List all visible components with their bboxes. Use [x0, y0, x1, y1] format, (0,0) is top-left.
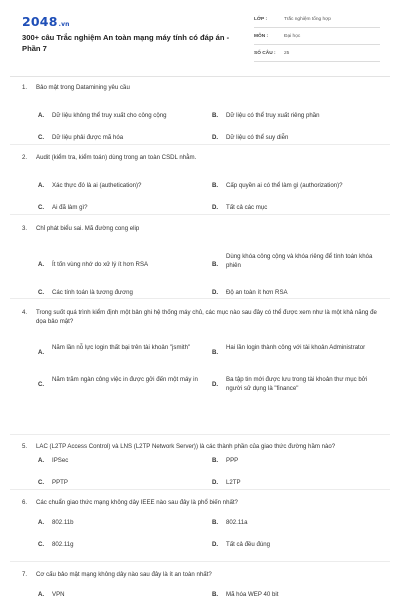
question-number: 3.	[22, 225, 28, 232]
options	[22, 507, 384, 553]
option-letter: A.	[38, 182, 45, 189]
question-text: Audit (kiểm tra, kiểm toán) dùng trong an toàn CSDL nhằm.	[36, 154, 197, 161]
question-number: 7.	[22, 571, 28, 578]
question-1	[22, 83, 384, 141]
question-number: 4.	[22, 309, 28, 316]
option-text: Dữ liệu không thể truy xuất cho công cộng	[52, 112, 167, 119]
question-separator	[10, 489, 390, 490]
option-text: 802.11g	[52, 541, 74, 548]
option-letter: A.	[38, 261, 45, 268]
option-text: Cấp quyền ai có thể làm gì (authorization)?	[226, 182, 343, 189]
option-text: Xác thực đó là ai (authetication)?	[52, 182, 142, 189]
option-letter: D.	[212, 381, 219, 388]
question-4	[22, 308, 384, 396]
document-meta	[254, 14, 380, 65]
question-number: 2.	[22, 154, 28, 161]
option-text: Độ an toàn ít hơn RSA	[226, 289, 288, 296]
question-text: Bảo mật trong Datamining yêu cầu	[36, 84, 130, 91]
meta-label: MÔN :	[254, 34, 269, 39]
option-letter: B.	[212, 457, 219, 464]
option-letter: D.	[212, 479, 219, 486]
option-text: VPN	[52, 591, 65, 598]
option-letter: D.	[212, 289, 219, 296]
document-header	[0, 0, 400, 72]
question-stem	[22, 153, 384, 162]
question-number: 6.	[22, 499, 28, 506]
document-title: 300+ câu Trắc nghiệm An toàn mạng máy tính có đáp án - Phần 7	[22, 33, 230, 53]
option-letter: C.	[38, 289, 45, 296]
options	[22, 579, 384, 599]
option-letter: A.	[38, 457, 45, 464]
option-text: 802.11b	[52, 519, 74, 526]
meta-value: Đại học	[284, 34, 301, 39]
option-text: Dùng khóa công cộng và khóa riêng để tính toán khóa phiên	[226, 253, 373, 269]
option-text: Các tính toán là tương đương	[52, 289, 133, 296]
option-letter: C.	[38, 134, 45, 141]
option-letter: C.	[38, 204, 45, 211]
question-stem	[22, 498, 384, 507]
option-letter: A.	[38, 591, 45, 598]
option-text: PPTP	[52, 479, 68, 486]
option-text: Ba tập tin mới được lưu trong tài khoản thư mục bởi người sử dụng là "finance"	[226, 376, 368, 392]
option-text: Năm lần nỗ lực login thất bại trên tài khoản "jsmith"	[52, 344, 191, 351]
option-letter: D.	[212, 134, 219, 141]
option-text: Ít tốn vùng nhớ do xử lý ít hơn RSA	[52, 261, 149, 268]
options	[22, 162, 384, 211]
question-6	[22, 498, 384, 553]
option-text: PPP	[226, 457, 239, 464]
option-text: Tất cả đều đúng	[226, 541, 271, 548]
logo-suffix: .vn	[58, 21, 70, 28]
option-letter: C.	[38, 381, 45, 388]
meta-label: SỐ CÂU :	[254, 51, 276, 56]
question-text: Cơ cấu bảo mật mạng không dây nào sau đây là ít an toàn nhất?	[36, 571, 212, 578]
options	[22, 326, 384, 396]
options	[22, 92, 384, 141]
question-text: LAC (L2TP Access Control) và LNS (L2TP Network Server)) là các thành phần của giao thức đường hầm nào?	[36, 443, 336, 450]
question-7	[22, 570, 384, 599]
option-text: L2TP	[226, 479, 241, 486]
option-text: Dữ liệu có thể suy diễn	[226, 134, 289, 141]
option-letter: C.	[38, 479, 45, 486]
question-stem	[22, 224, 384, 233]
option-text: 802.11a	[226, 519, 248, 526]
meta-row-class	[254, 14, 380, 28]
option-letter: A.	[38, 349, 45, 356]
question-text: Các chuẩn giao thức mạng không dây IEEE nào sau đây là phổ biến nhất?	[36, 499, 238, 506]
option-letter: A.	[38, 112, 45, 119]
question-separator	[10, 561, 390, 562]
option-letter: C.	[38, 541, 45, 548]
option-text: Hai lần login thành công với tài khoản Administrator	[226, 344, 366, 351]
question-stem	[22, 308, 384, 326]
question-separator	[10, 298, 390, 299]
option-letter: B.	[212, 182, 219, 189]
option-letter: B.	[212, 591, 219, 598]
question-number: 1.	[22, 84, 28, 91]
option-letter: B.	[212, 519, 219, 526]
option-letter: B.	[212, 261, 219, 268]
option-letter: B.	[212, 349, 219, 356]
question-stem	[22, 83, 384, 92]
option-letter: D.	[212, 541, 219, 548]
meta-value: Trắc nghiệm tổng hợp	[284, 17, 331, 22]
question-2	[22, 153, 384, 211]
question-text: Trong suốt quá trình kiểm định một bản ghi hệ thống máy chủ, các mục nào sau đây có thể được xem như là một khả năng đe dọa bảo mật?	[36, 309, 377, 325]
option-letter: D.	[212, 204, 219, 211]
site-logo[interactable]	[22, 14, 70, 29]
meta-row-count	[254, 48, 380, 62]
question-separator	[10, 144, 390, 145]
question-stem	[22, 570, 384, 579]
option-text: Tất cả các mục	[226, 204, 268, 211]
header-divider	[10, 76, 390, 77]
question-number: 5.	[22, 443, 28, 450]
meta-label: LỚP :	[254, 17, 268, 22]
logo-text: 2048	[22, 14, 58, 29]
option-letter: A.	[38, 519, 45, 526]
question-separator	[10, 214, 390, 215]
question-separator	[10, 434, 390, 435]
option-text: Dữ liệu có thể truy xuất riêng phần	[226, 112, 320, 119]
question-stem	[22, 442, 384, 451]
options	[22, 451, 384, 497]
option-letter: B.	[212, 112, 219, 119]
meta-value: 25	[284, 51, 290, 56]
option-text: Dữ liệu phải được mã hóa	[52, 134, 124, 141]
question-3	[22, 224, 384, 296]
option-text: Ai đã làm gì?	[52, 204, 88, 211]
option-text: IPSec	[52, 457, 69, 464]
question-text: Chỉ phát biểu sai. Mã đường cong elip	[36, 225, 140, 232]
option-text: Mã hóa WEP 40 bit	[226, 591, 279, 598]
option-text: Năm trăm ngàn công việc in được gởi đến một máy in	[52, 376, 198, 383]
meta-row-subject	[254, 31, 380, 45]
options	[22, 233, 384, 296]
